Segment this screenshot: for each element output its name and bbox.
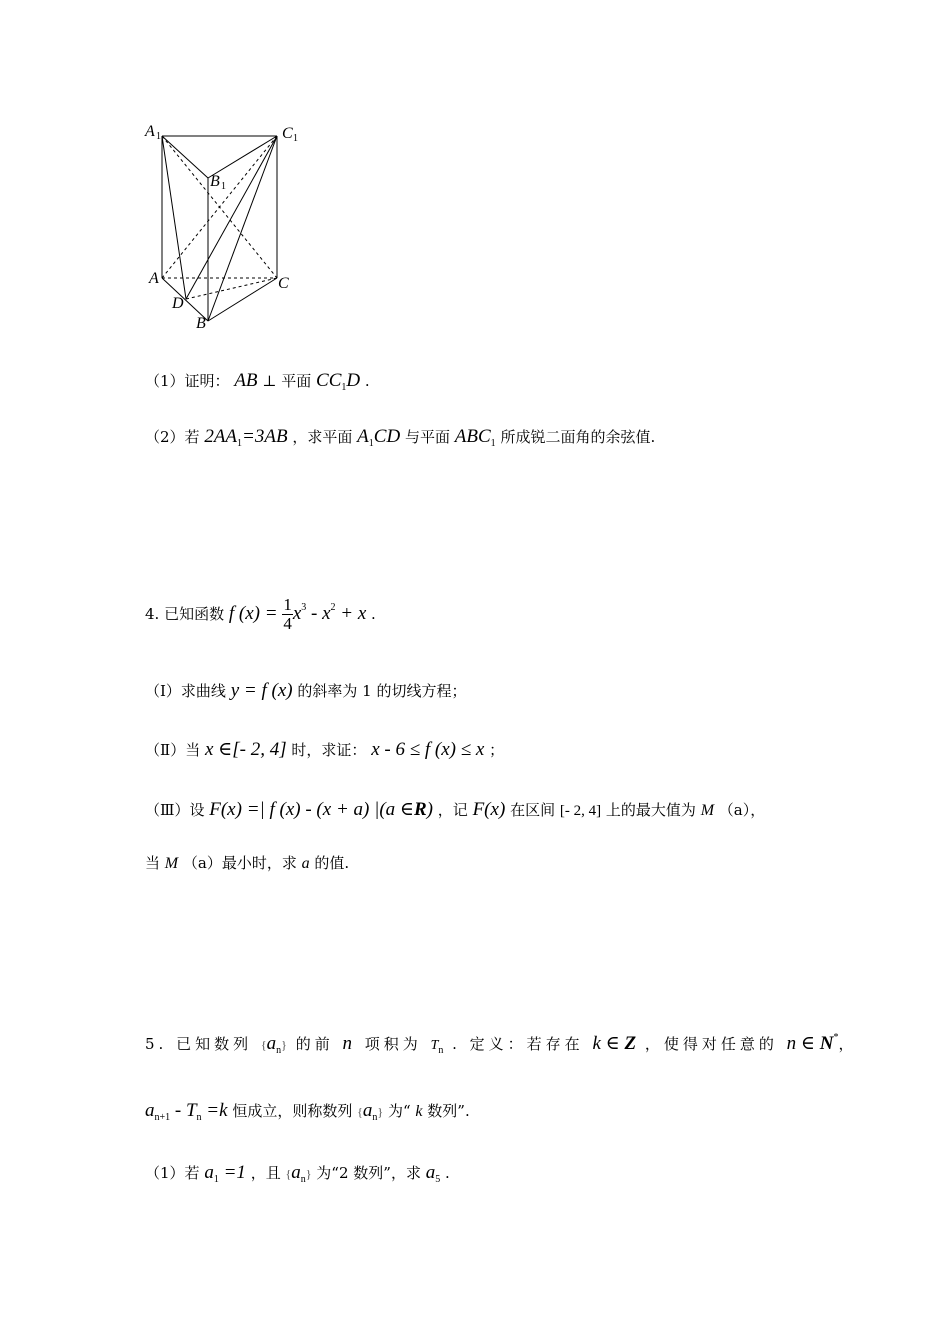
q4-part1-label: （Ⅰ）求曲线	[145, 682, 226, 700]
q4-part3-line2-text-a: 当	[145, 854, 161, 872]
label-b1-sub: 1	[221, 181, 226, 192]
q5-part1-label: （1）若	[145, 1164, 200, 1182]
label-c: C	[278, 275, 289, 292]
label-b1: B	[210, 173, 220, 190]
label-a1-sub: 1	[156, 131, 161, 142]
q4-part3-text-d: （a），	[718, 801, 766, 819]
q5-text-d: ，使得对任意的	[644, 1035, 778, 1053]
edge-bc	[208, 278, 277, 321]
edge-a1b1	[162, 136, 208, 178]
q4-part2-end: ；	[489, 741, 505, 759]
q5-line2-text-c: 数列”.	[427, 1102, 470, 1120]
q4-intro-text: 4. 已知函数	[145, 604, 225, 623]
q4-part2-math-inequality: x - 6 ≤ f (x) ≤ x	[371, 739, 485, 760]
q3-part2	[145, 426, 655, 449]
q5-line2	[145, 1100, 470, 1123]
q4-part3-line2-a: a	[301, 855, 310, 872]
edge-ac1-hidden	[162, 136, 277, 278]
edge-c1b	[208, 136, 277, 321]
q4-part3-text-a: ，记	[437, 801, 468, 819]
q4-part3-math-Fx: F(x)	[472, 799, 506, 820]
edge-b1c1	[208, 136, 277, 178]
edge-c1d	[186, 136, 277, 299]
q5-Tn: $T_n$	[430, 1038, 444, 1056]
q5-k-in-Z: k ∈ Z	[592, 1033, 637, 1054]
q4-intro-end: .	[371, 604, 376, 623]
q3-part2-text-a: ，求平面	[292, 428, 353, 446]
prism-diagram	[140, 118, 310, 338]
q5-intro	[145, 1032, 857, 1056]
q4-part1-math: y = f (x)	[230, 680, 293, 701]
q4-part3-text-c: 上的最大值为	[605, 801, 696, 819]
q4-function-definition: f (x) = $\frac{1}{4}$ $x^3 - x^2 + x$	[228, 595, 367, 633]
q5-comma: ，	[838, 1035, 858, 1053]
q3-part2-math-condition: $2AA_1=3AB$	[204, 426, 288, 449]
q3-part2-text-b: 与平面	[404, 428, 450, 446]
q4-part3-M: M	[700, 802, 715, 819]
q4-part3-line2	[145, 852, 349, 873]
q4-part2-text: 时，求证：	[291, 741, 367, 759]
q3-part1-math-ab: AB	[234, 370, 258, 391]
q4-fraction: $\frac{1}{4}$	[283, 595, 292, 633]
q3-part1	[145, 370, 370, 393]
q4-part3-line2-M: M	[164, 855, 179, 872]
q3-part1-label: （1）证明：	[145, 372, 230, 390]
q5-text-c: . 定义：若存在	[452, 1035, 584, 1053]
q4-part3-line2-text-b: （a）最小时，求	[182, 854, 297, 872]
q3-part1-perp: ⊥	[262, 372, 277, 390]
q3-part2-math-plane-abc1: $ABC_1$	[454, 426, 496, 449]
q4-part1	[145, 680, 466, 702]
q3-part1-plane: 平面	[281, 372, 312, 390]
label-d: D	[172, 295, 184, 312]
q4-part3-math-F: F(x) =| f (x) - (x + a) |(a ∈R)	[209, 799, 433, 820]
q5-intro-text: 5. 已知数列	[145, 1035, 253, 1053]
q5-n: n	[342, 1033, 356, 1054]
q5-line2-text-a: 恒成立，则称数列	[232, 1102, 353, 1120]
q3-part2-label: （2）若	[145, 428, 200, 446]
q5-line2-math: $a_{n+1} - T_n =k$	[145, 1100, 228, 1123]
q4-part3-text-b: 在区间	[510, 801, 556, 819]
q4-part3-interval: [- 2, 4]	[559, 803, 602, 819]
q4-part3	[145, 798, 765, 821]
q4-part2-math-domain: x ∈[- 2, 4]	[204, 739, 287, 760]
q4-part3-label: （Ⅲ）设	[145, 801, 205, 819]
q3-part1-end: .	[364, 372, 370, 390]
prism-figure	[140, 118, 310, 338]
q3-part2-text-c: 所成锐二面角的余弦值.	[500, 428, 656, 446]
q5-part1-end: .	[445, 1164, 450, 1182]
q5-text-b: 项积为	[364, 1035, 422, 1053]
label-b: B	[196, 315, 206, 332]
q5-line2-sequence: $\{a_n\}$	[357, 1100, 384, 1123]
q3-part2-math-plane-a1cd: $A_1CD$	[357, 426, 401, 449]
q5-line2-k: k	[415, 1103, 423, 1120]
label-c1: C	[282, 125, 293, 142]
q3-part1-math-plane: $CC_1D$	[316, 370, 361, 393]
q5-text-a: 的前	[295, 1035, 334, 1053]
q4-part1-text: 的斜率为 1 的切线方程；	[297, 682, 467, 700]
label-a: A	[149, 270, 159, 287]
label-a1: A	[145, 123, 155, 140]
q4-intro	[145, 596, 376, 633]
label-c1-sub: 1	[293, 133, 298, 144]
q4-part3-line2-text-c: 的值.	[314, 854, 350, 872]
q5-part1-sequence: $\{a_n\}$	[285, 1162, 312, 1185]
q5-part1-text-b: 为“2 数列”，求	[316, 1164, 421, 1182]
q5-line2-text-b: 为“	[387, 1102, 411, 1120]
q5-part1-math-a5: $a_5$	[425, 1162, 441, 1185]
q5-n-in-N: n ∈ N*	[786, 1032, 839, 1054]
q4-part2-label: （Ⅱ）当	[145, 741, 201, 759]
q4-part2	[145, 738, 504, 761]
q5-sequence: $\{a_n\}$	[260, 1033, 287, 1056]
q5-part1-text-a: ，且	[250, 1164, 281, 1182]
q5-part1	[145, 1162, 450, 1185]
q5-part1-math-a1: $a_1 =1$	[204, 1162, 246, 1185]
edge-dc-hidden	[186, 278, 277, 299]
